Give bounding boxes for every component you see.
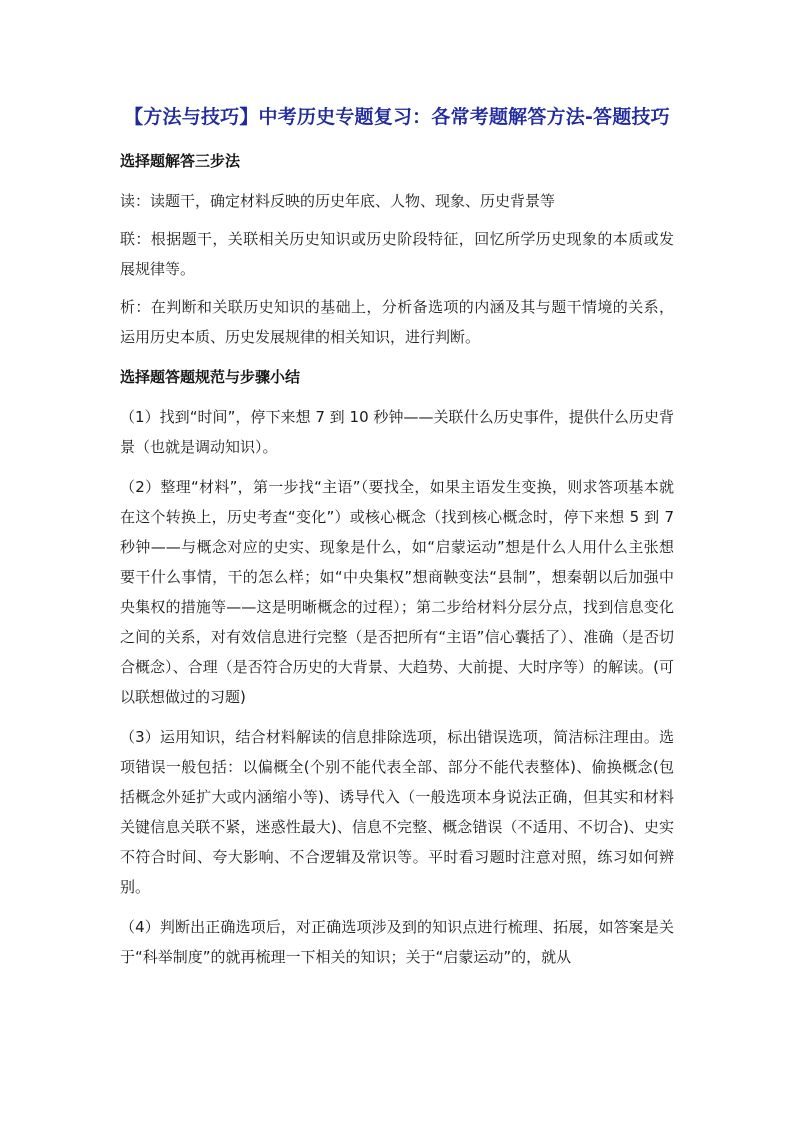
- paragraph-read: 读：读题干，确定材料反映的历史年底、人物、现象、历史背景等: [120, 192, 556, 210]
- section-heading-answer-steps: 选择题答题规范与步骤小结: [120, 368, 301, 386]
- paragraph-step-2: （2）整理“材料”，第一步找“主语”（要找全，如果主语发生变换，则求答项基本就在这个转换上，历史考查“变化”）或核心概念（找到核心概念时，停下来想 5 到 7 秒钟——与概念对应的史实、现象是什么，如“启蒙运动”想是什么人用什么主张想要干什么事情，干的怎么样；如“中央集权”想商鞅变法“县制”，想秦朝以后加强中央集权的措施等——这是明晰概念的过程）；第二步给材料分层分点，找到信息变化之间的关系，对有效信息进行完整（是否把所有“主语”信心囊括了）、准确（是否切合概念）、合理（是否符合历史的大背景、大趋势、大前提、大时序等）的解读。(可以联想做过的习题): [120, 478, 674, 706]
- section-heading-three-steps: 选择题解答三步法: [120, 152, 241, 170]
- paragraph-analyze: 析：在判断和关联历史知识的基础上，分析备选项的内涵及其与题干情境的关系，运用历史本质、历史发展规律的相关知识，进行判断。: [120, 298, 674, 346]
- document-title: 【方法与技巧】中考历史专题复习：各常考题解答方法-答题技巧: [124, 106, 670, 128]
- paragraph-step-1: （1）找到“时间”，停下来想 7 到 10 秒钟——关联什么历史事件，提供什么历史背景（也就是调动知识）。: [120, 408, 674, 456]
- paragraph-step-3: （3）运用知识，结合材料解读的信息排除选项，标出错误选项，简洁标注理由。选项错误一般包括：以偏概全(个别不能代表全部、部分不能代表整体)、偷换概念(包括概念外延扩大或内涵缩小等)、诱导代入（一般选项本身说法正确，但其实和材料关键信息关联不紧，迷惑性最大)、信息不完整、概念错误（不适用、不切合)、史实不符合时间、夸大影响、不合逻辑及常识等。平时看习题时注意对照，练习如何辨别。: [120, 728, 674, 896]
- paragraph-step-4: （4）判断出正确选项后，对正确选项涉及到的知识点进行梳理、拓展，如答案是关于“科举制度”的就再梳理一下相关的知识；关于“启蒙运动”的，就从: [120, 918, 674, 966]
- paragraph-link: 联：根据题干，关联相关历史知识或历史阶段特征，回忆所学历史现象的本质或发展规律等。: [120, 230, 674, 278]
